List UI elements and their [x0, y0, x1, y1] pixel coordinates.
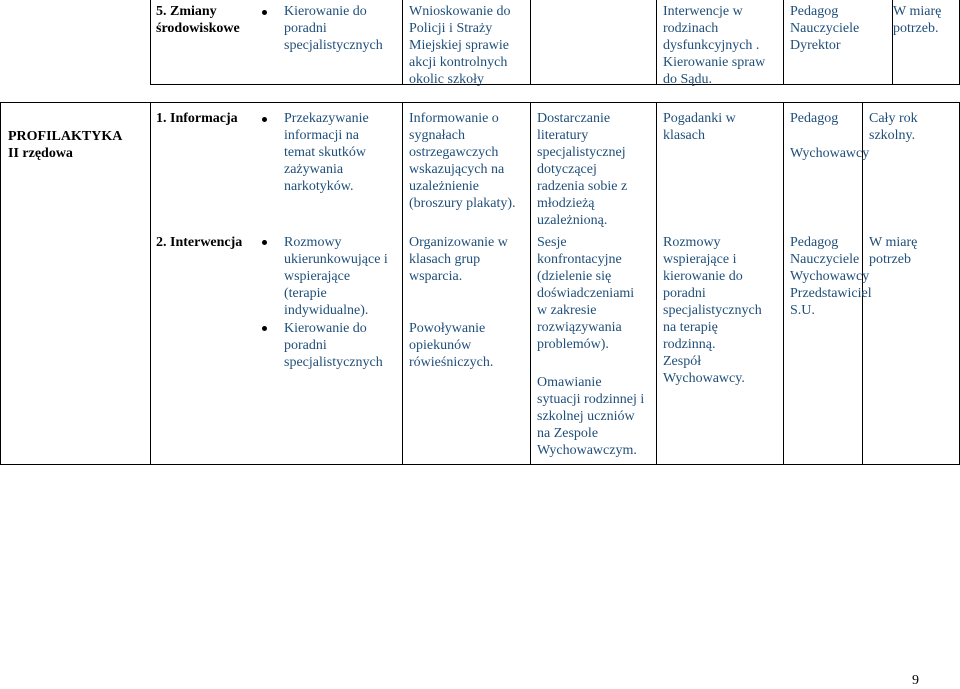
row2-col3a-line-1: Organizowanie w — [409, 235, 508, 250]
row1-col3-line-5: uzależnienie — [409, 179, 479, 194]
row2-col6-line-3: Wychowawcy — [790, 269, 870, 284]
row1-col3-line-2: sygnałach — [409, 128, 465, 143]
row1-form-line-5: narkotyków. — [284, 179, 354, 194]
top-col8-line-1: W miarę — [893, 4, 942, 19]
row1-form-line-3: temat skutków — [284, 145, 367, 160]
top-section-label-line-1: 5. Zmiany — [156, 4, 217, 19]
row2-form1-line-1: Rozmowy — [284, 235, 342, 250]
row1-form-line-4: zażywania — [284, 162, 344, 177]
row1-col5-line-1: Pogadanki w — [663, 111, 736, 126]
top-col3-line-3: Miejskiej sprawie — [409, 38, 509, 53]
row2-col6-line-4: Przedstawiciel — [790, 286, 872, 301]
row1-col4-line-1: Dostarczanie — [537, 111, 611, 126]
top-col3-line-1: Wnioskowanie do — [409, 4, 511, 19]
bullet-icon — [262, 240, 267, 245]
row2-col5-line-9: Wychowawcy. — [663, 371, 745, 386]
row2-col5-line-4: poradni — [663, 286, 706, 301]
bullet-icon — [262, 117, 267, 122]
row1-col4-line-2: literatury — [537, 128, 589, 143]
row1-col3-line-1: Informowanie o — [409, 111, 499, 126]
row2-col4a-line-4: doświadczeniami — [537, 286, 635, 301]
row2-col6-line-5: S.U. — [790, 303, 815, 318]
top-col7-line-2: Nauczyciele — [790, 21, 860, 36]
row1-col6-line-3: Wychowawcy — [790, 146, 870, 161]
row2-form1-line-5: indywidualne). — [284, 303, 369, 318]
row2-form1-line-3: wspierające — [284, 269, 351, 284]
row2-col4b-line-1: Omawianie — [537, 375, 602, 390]
row2-col4a-line-2: konfrontacyjne — [537, 252, 622, 267]
top-col5-line-1: Interwencje w — [663, 4, 743, 19]
top-col5-line-2: rodzinach — [663, 21, 719, 36]
task-informacja: 1. Informacja — [156, 111, 238, 126]
row2-col6-line-2: Nauczyciele — [790, 252, 860, 267]
row2-col3b-line-3: rówieśniczych. — [409, 355, 494, 370]
row1-col4-line-5: radzenia sobie z — [537, 179, 628, 194]
top-col3-line-2: Policji i Straży — [409, 21, 493, 36]
row1-col5-line-2: klasach — [663, 128, 705, 143]
top-form-line-3: specjalistycznych — [284, 38, 383, 53]
row1-col3-line-6: (broszury plakaty). — [409, 196, 516, 211]
page-number: 9 — [912, 673, 919, 688]
row1-col4-line-7: uzależnioną. — [537, 213, 608, 228]
row1-col4-line-6: młodzieżą — [537, 196, 595, 211]
row2-form1-line-4: (terapie — [284, 286, 327, 301]
row1-form-line-1: Przekazywanie — [284, 111, 369, 126]
top-col7-line-3: Dyrektor — [790, 38, 841, 53]
row2-col5-line-6: na terapię — [663, 320, 718, 335]
row2-col3b-line-1: Powoływanie — [409, 321, 486, 336]
bullet-icon — [262, 326, 267, 331]
top-form-line-1: Kierowanie do — [284, 4, 367, 19]
row2-form2-line-2: poradni — [284, 338, 327, 353]
row2-col4a-line-7: problemów). — [537, 337, 609, 352]
top-col5-line-4: Kierowanie spraw — [663, 55, 766, 70]
row1-form-line-2: informacji na — [284, 128, 360, 143]
row2-form2-line-3: specjalistycznych — [284, 355, 383, 370]
top-col8-line-2: potrzeb. — [893, 21, 939, 36]
task-interwencja: 2. Interwencja — [156, 235, 243, 250]
row2-col4b-line-4: na Zespole — [537, 426, 599, 441]
row1-col7-line-1: Cały rok — [869, 111, 918, 126]
row2-col5-line-2: wspierające i — [663, 252, 737, 267]
row2-col3b-line-2: opiekunów — [409, 338, 472, 353]
row1-col6-line-1: Pedagog — [790, 111, 839, 126]
row2-col4b-line-2: sytuacji rodzinnej i — [537, 392, 645, 407]
row2-col4a-line-3: (dzielenie się — [537, 269, 612, 284]
row2-col4b-line-5: Wychowawczym. — [537, 443, 637, 458]
row2-col5-line-1: Rozmowy — [663, 235, 721, 250]
top-section-label-line-2: środowiskowe — [156, 21, 240, 36]
row2-col4a-line-1: Sesje — [537, 235, 567, 250]
top-col3-line-4: akcji kontrolnych — [409, 55, 508, 70]
row1-col3-line-4: wskazujących na — [409, 162, 505, 177]
row2-col5-line-7: rodzinną. — [663, 337, 716, 352]
top-col7-line-1: Pedagog — [790, 4, 839, 19]
row1-col7-line-2: szkolny. — [869, 128, 916, 143]
top-col5-line-3: dysfunkcyjnych . — [663, 38, 760, 53]
row2-col4a-line-5: w zakresie — [537, 303, 597, 318]
row2-col5-line-8: Zespół — [663, 354, 702, 369]
top-col3-line-5: okolic szkoły — [409, 72, 485, 87]
top-col5-line-5: do Sądu. — [663, 72, 712, 87]
row2-col7-line-2: potrzeb — [869, 252, 911, 267]
row2-form2-line-1: Kierowanie do — [284, 321, 367, 336]
section-label-line-2: II rzędowa — [8, 146, 73, 161]
row2-col5-line-3: kierowanie do — [663, 269, 743, 284]
row1-col4-line-3: specjalistycznej — [537, 145, 626, 160]
top-form-line-2: poradni — [284, 21, 327, 36]
bullet-icon — [262, 10, 267, 15]
row2-col4a-line-6: rozwiązywania — [537, 320, 622, 335]
row2-col3a-line-2: klasach grup — [409, 252, 481, 267]
row2-col3a-line-3: wsparcia. — [409, 269, 463, 284]
row2-form1-line-2: ukierunkowujące i — [284, 252, 388, 267]
section-label-line-1: PROFILAKTYKA — [8, 129, 123, 144]
row2-col5-line-5: specjalistycznych — [663, 303, 762, 318]
row1-col4-line-4: dotyczącej — [537, 162, 597, 177]
row2-col7-line-1: W miarę — [869, 235, 918, 250]
row1-col3-line-3: ostrzegawczych — [409, 145, 499, 160]
row2-col6-line-1: Pedagog — [790, 235, 839, 250]
row2-col4b-line-3: szkolnej uczniów — [537, 409, 635, 424]
